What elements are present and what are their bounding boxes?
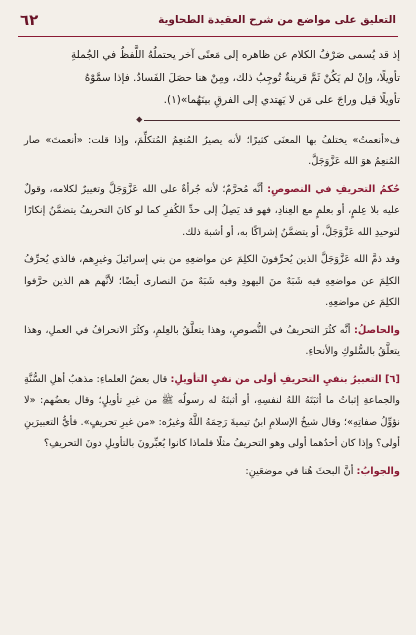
page-number: ٦٢ <box>20 11 39 29</box>
answer-paragraph <box>24 461 400 483</box>
answer-text: أنَّ البحثَ هُنا في موضعَينِ: <box>245 465 357 477</box>
conclusion-paragraph <box>24 320 400 363</box>
running-title: التعليق على مواضع من شرح العقيدة الطحاوية <box>158 14 396 26</box>
ruling-paragraph <box>24 179 400 244</box>
condemnation-paragraph: وقد ذمَّ الله عَزَّوَجَلَّ الذين يُحرِّفونَ الكلِمَ عن مواضعِهِ من بني إسرائيلَ وغيرِهم، فالذي يُحرِّفُ الكلِمَ عن مواضعِهِ فيه شَبَهٌ منَ اليهودِ وفيه شَبَهٌ منَ النصارى أيضًا؛ لأنَّهم هم الذين حرَّفوا الكلِمَ عن مواضعِهِ. <box>24 254 400 308</box>
upper-line-1: إذ قد يُسمى صَرْفُ الكلام عن ظاهره إلى مَعنًى آخر يحتملُهُ اللَّفظُ في الجُملةِ <box>71 49 400 61</box>
ruling-heading: حُكمُ التحريفِ في النصوصِ: <box>267 183 401 195</box>
conclusion-heading: والحاصلُ: <box>354 324 400 336</box>
divider-line <box>144 120 400 121</box>
expression-heading: [٦] التعبيرُ بنفيِ التحريفِ أولى من نفيِ التأويلِ: <box>170 373 400 385</box>
page-content <box>24 44 400 488</box>
footnote-divider <box>24 114 400 128</box>
upper-text <box>24 44 400 112</box>
conclusion-text: أنَّه كثُرَ التحريفُ في النُّصوصِ، وهذا يتعلَّقُ بالعِلمِ، وكثُرَ الانحرافُ في العملِ، وهذا يتعلَّقُ بالسُّلوكِ والأنحاءِ. <box>24 324 400 357</box>
upper-line-3: تأويلًا قيل وراجَ على مَن لا يَهتدي إلى الفرقِ بينَهُما»(١). <box>163 94 400 106</box>
answer-heading: والجوابُ: <box>356 465 400 477</box>
note-paragraph: ف«أنعمتُ» يختلفُ بها المعنَى كثيرًا؛ لأنه يصيرُ المُنعِمُ المُتكلِّمَ، وإذا قلت: «أنعمتَ» صار المُنعِمُ هوَ الله عَزَّوَجَلَّ. <box>24 134 400 167</box>
page-header <box>18 8 398 37</box>
divider-ornament-icon: ⬥ <box>136 114 143 125</box>
expression-paragraph <box>24 369 400 455</box>
expression-text: قال بعضُ العلماءِ: مذهبُ أهلِ السُّنَّةِ والجماعةِ إثباتُ ما أثبَتَهُ اللهُ لنفسِهِ، أو أثبتَهُ له رسولُه ﷺ من غيرِ تأويلٍ؛ وقال بعضُهم: «لا نؤوِّلُ صفاتِهِ»؛ وقال شيخُ الإسلامِ ابنُ تيميةَ رَحِمَهُ اللَّهُ وغيرُه: «من غيرِ تحريفٍ». فأيُّ التعبيرَينِ أولى؟ وإذا كان أحدُهما أولى وهو التحريفُ مثلًا فلماذا كانوا يُعبِّرونَ بالتأويلِ دونَ التحريفِ؟ <box>24 373 400 449</box>
ruling-text: أنَّه مُحرَّمٌ؛ لأنه جُرأةٌ على الله عَزَّوَجَلَّ وتغييرٌ لكلامه، وقولٌ عليه بلا عِلمٍ، أو بعلمٍ مع العِنادِ، فهو قد يَصِلُ إلى حدِّ الكُفرِ كما لو كانَ التحريفُ يتضمَّنُ إنكارًا لتوحيدِ الله عَزَّوَجَلَّ، أو يتضمَّنُ إشراكًا به، أو أشبهَ ذلك. <box>24 183 400 238</box>
upper-line-2: تأويلًا، وإنْ لم يَكُنْ ثَمَّ قرينةٌ تُوجِبُ ذلك، ومِنْ هنا حصَلَ الفَسادُ. فإذا سمَّوْهُ <box>84 71 400 84</box>
